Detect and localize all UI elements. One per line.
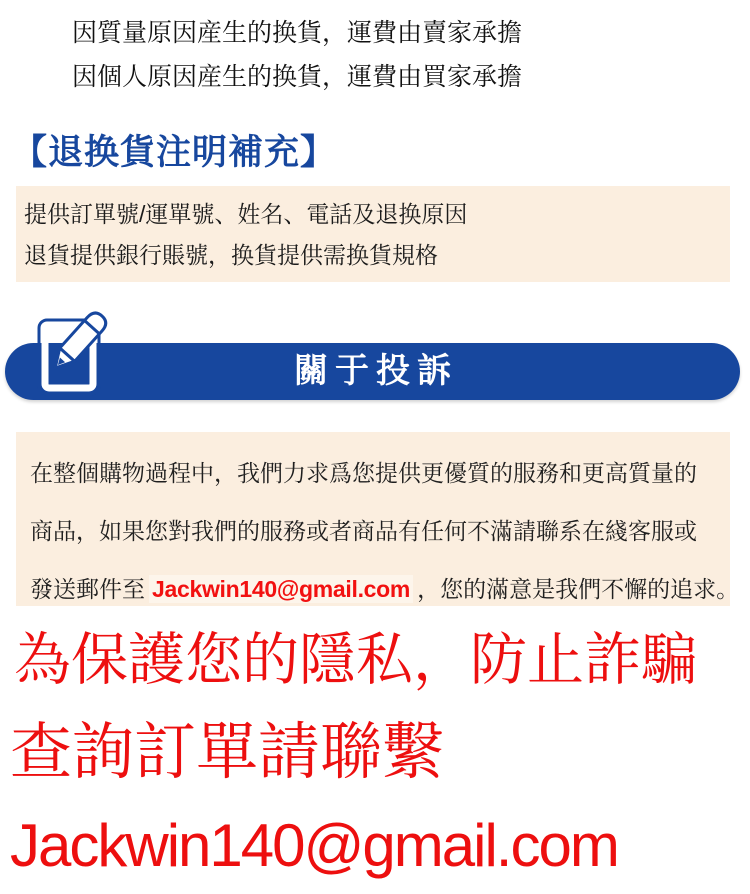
pencil-note-icon: [26, 308, 118, 404]
complaint-body-line3-before: 發送郵件至: [30, 576, 145, 602]
exchange-policy-line-seller: 因質量原因産生的换貨，運費由賣家承擔: [72, 19, 523, 47]
return-note-line-bank: 退貨提供銀行賬號，换貨提供需换貨規格: [24, 242, 438, 268]
return-note-line-info: 提供訂單號/運單號、姓名、電話及退换原因: [24, 201, 468, 227]
complaint-body-line3-after: ，您的滿意是我們不懈的追求。: [417, 576, 740, 602]
support-email: Jackwin140@gmail.com: [149, 575, 413, 603]
complaint-banner-title: 關于投訴: [294, 352, 458, 390]
privacy-warning-line1: 為保護您的隱私，防止詐騙: [14, 628, 698, 692]
return-note-title: 【退换貨注明補充】: [12, 133, 337, 172]
complaint-body-line1: 在整個購物過程中，我們力求爲您提供更優質的服務和更高質量的: [30, 460, 697, 486]
exchange-policy-line-buyer: 因個人原因産生的换貨，運費由買家承擔: [72, 63, 523, 91]
order-contact-email: Jackwin140@gmail.com: [10, 812, 618, 879]
complaint-body-box: [16, 432, 740, 606]
complaint-body-line3: [30, 560, 740, 618]
privacy-warning-line2: 查詢訂單請聯繫: [10, 718, 445, 787]
return-note-box: [16, 186, 730, 282]
complaint-body-line2: 商品，如果您對我們的服務或者商品有任何不滿請聯系在綫客服或: [30, 518, 697, 544]
